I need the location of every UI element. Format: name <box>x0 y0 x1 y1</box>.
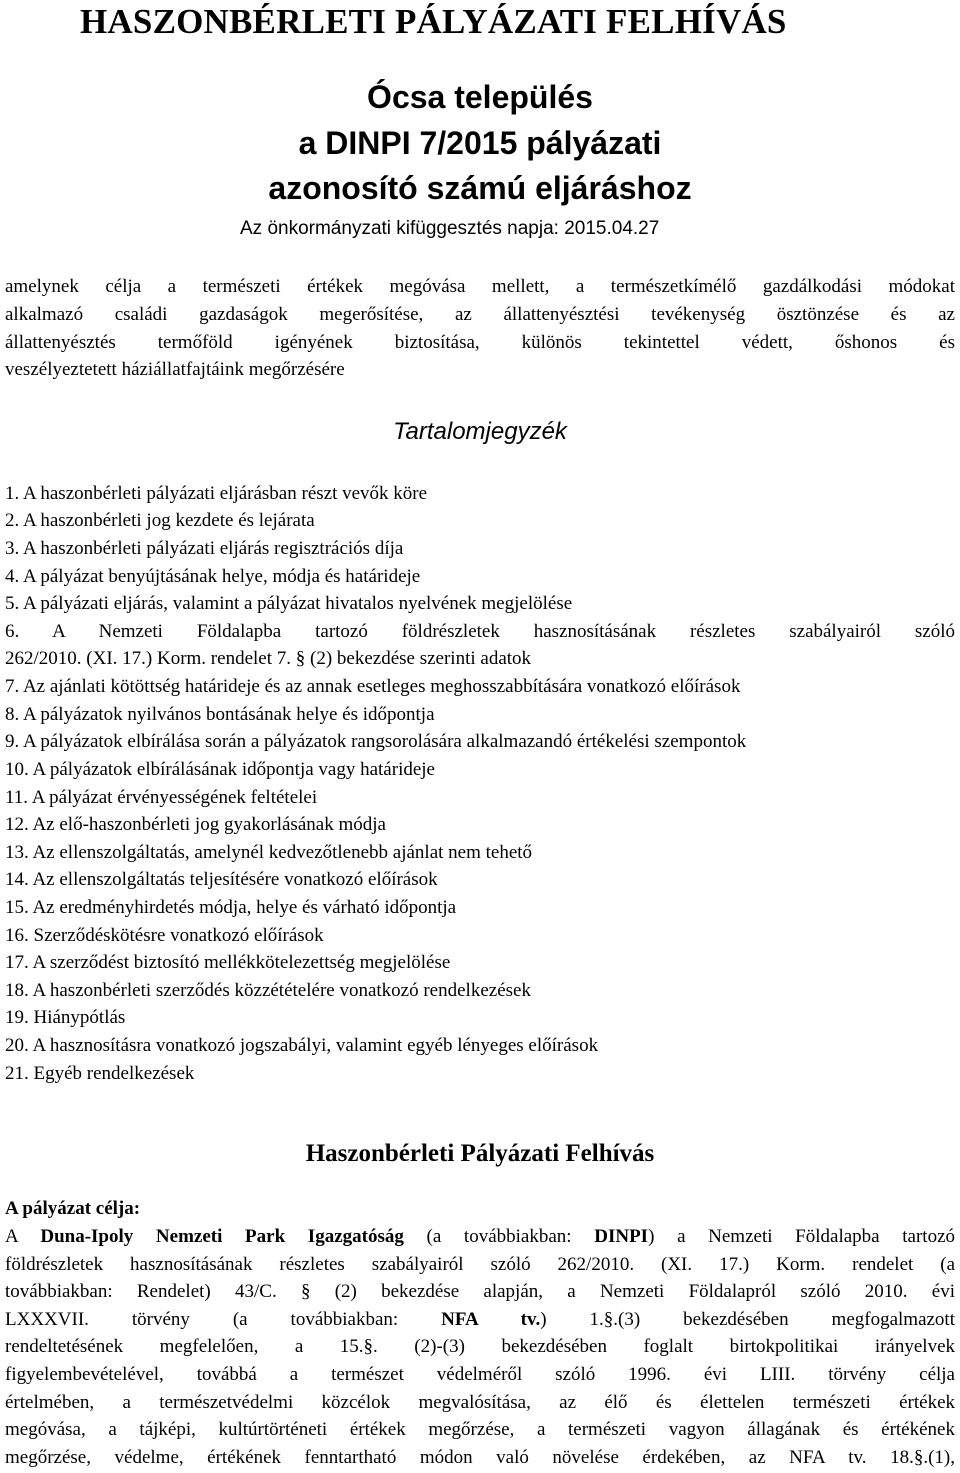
body-line: figyelembevételével, továbbá a természet védelméről szóló 1996. évi LIII. törvény célja <box>5 1364 955 1385</box>
toc-item: 20. A hasznosításra vonatkozó jogszabályi, valamint egyéb lényeges előírások <box>5 1035 599 1056</box>
toc-item: 16. Szerződéskötésre vonatkozó előírások <box>5 925 324 946</box>
body-bold-text: DINPI <box>594 1226 649 1247</box>
posting-date: Az önkormányzati kifüggesztés napja: 2015.04.27 <box>240 218 660 239</box>
toc-item: 15. Az eredményhirdetés módja, helye és várható időpontja <box>5 897 457 918</box>
toc-item: 1. A haszonbérleti pályázati eljárásban részt vevők köre <box>5 483 428 504</box>
toc-item: 21. Egyéb rendelkezések <box>5 1063 195 1084</box>
subtitle-identifier: azonosító számú eljáráshoz <box>268 170 692 206</box>
goal-label: A pályázat célja: <box>5 1198 141 1219</box>
toc-item: 18. A haszonbérleti szerződés közzétételére vonatkozó rendelkezések <box>5 980 531 1001</box>
body-line: továbbiakban: Rendelet) 43/C. § (2) bekezdése alapján, a Nemzeti Földalapról szóló 2010. évi <box>5 1281 955 1302</box>
main-title: HASZONBÉRLETI PÁLYÁZATI FELHÍVÁS <box>80 2 787 41</box>
body-line: megóvása, a tájképi, kultúrtörténeti értékek megőrzése, a természeti vagyon állagának és értékének <box>5 1419 955 1440</box>
toc-item: 13. Az ellenszolgáltatás, amelynél kedvezőtlenebb ajánlat nem tehető <box>5 842 533 863</box>
body-bold-text: NFA tv. <box>441 1309 541 1330</box>
body-bold-text: Duna-Ipoly Nemzeti Park Igazgatóság <box>40 1226 404 1247</box>
toc-item: 2. A haszonbérleti jog kezdete és lejárata <box>5 510 315 531</box>
subtitle-settlement: Ócsa település <box>367 79 593 115</box>
toc-item: 8. A pályázatok nyilvános bontásának helye és időpontja <box>5 704 435 725</box>
toc-item: 19. Hiánypótlás <box>5 1007 126 1028</box>
body-line: A Duna-Ipoly Nemzeti Park Igazgatóság (a továbbiakban: DINPI) a Nemzeti Földalapba tartozó <box>5 1226 956 1247</box>
purpose-line: veszélyeztetett háziállatfajtáink megőrzésére <box>5 359 345 380</box>
purpose-line: állattenyésztés termőföld igényének biztosítása, különös tekintettel védett, őshonos és <box>5 332 955 353</box>
toc-item: 14. Az ellenszolgáltatás teljesítésére vonatkozó előírások <box>5 869 438 890</box>
body-line: rendeltetésének megfelelően, a 15.§. (2)-(3) bekezdésében foglalt birtokpolitikai irányelvek <box>5 1336 955 1357</box>
toc-title: Tartalomjegyzék <box>393 418 567 445</box>
toc-item: 9. A pályázatok elbírálása során a pályázatok rangsorolására alkalmazandó értékelési szempontok <box>5 731 747 752</box>
toc-item: 12. Az elő-haszonbérleti jog gyakorlásának módja <box>5 814 386 835</box>
body-line: földrészletek hasznosításának részletes szabályairól szóló 262/2010. (XI. 17.) Korm. rendelet (a <box>5 1254 955 1275</box>
toc-item: 7. Az ajánlati kötöttség határideje és az annak esetleges meghosszabbítására vonatkozó előírások <box>5 676 741 697</box>
purpose-line: amelynek célja a természeti értékek megóvása mellett, a természetkímélő gazdálkodási módokat <box>5 276 955 297</box>
toc-item: 5. A pályázati eljárás, valamint a pályázat hivatalos nyelvének megjelölése <box>5 593 573 614</box>
toc-item: 10. A pályázatok elbírálásának időpontja vagy határideje <box>5 759 435 780</box>
toc-item: 11. A pályázat érvényességének feltételei <box>5 787 318 808</box>
purpose-line: alkalmazó családi gazdaságok megerősítése, az állattenyésztési tevékenység ösztönzése és az <box>5 304 955 325</box>
body-line: értelmében, a természetvédelmi közcélok megvalósítása, az élő és élettelen természeti értékek <box>5 1392 955 1413</box>
subtitle-procedure: a DINPI 7/2015 pályázati <box>298 125 662 161</box>
toc-item: 6. A Nemzeti Földalapba tartozó földrészletek hasznosításának részletes szabályairól szóló <box>5 621 955 642</box>
section-title: Haszonbérleti Pályázati Felhívás <box>305 1140 655 1167</box>
toc-item: 17. A szerződést biztosító mellékkötelezettség megjelölése <box>5 952 451 973</box>
body-line: megőrzése, védelme, értékének fenntartható módon való növelése érdekében, az NFA tv. 18.§.(1), <box>5 1447 955 1468</box>
toc-item: 262/2010. (XI. 17.) Korm. rendelet 7. § (2) bekezdése szerinti adatok <box>5 648 532 669</box>
body-line: LXXXVII. törvény (a továbbiakban: NFA tv.) 1.§.(3) bekezdésében megfogalmazott <box>5 1309 955 1330</box>
toc-item: 3. A haszonbérleti pályázati eljárás regisztrációs díja <box>5 538 404 559</box>
toc-item: 4. A pályázat benyújtásának helye, módja és határideje <box>5 566 421 587</box>
